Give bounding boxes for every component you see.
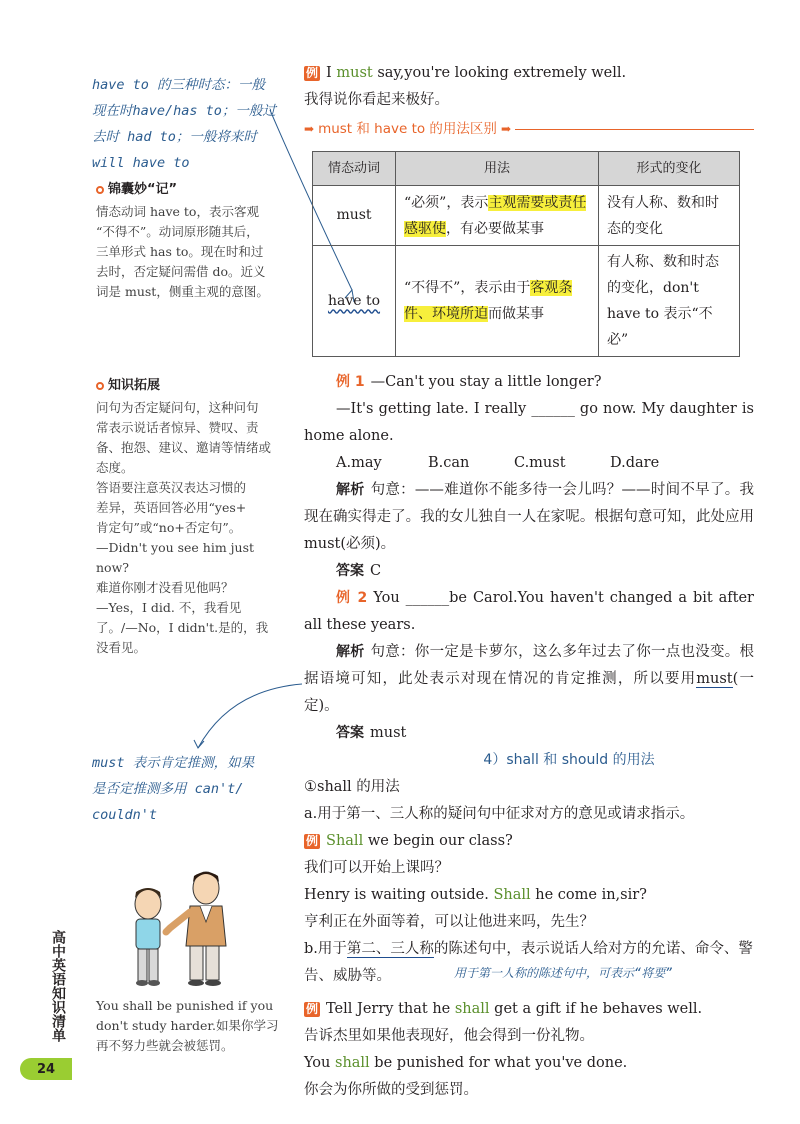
header-rule [515,129,754,130]
shall-a-example-2-zh: 亨利正在外面等着，可以让他进来吗，先生？ [304,914,594,930]
shall-b-example-1-zh: 告诉杰里如果他表现好，他会得到一份礼物。 [304,1028,594,1044]
example-1-analysis: 解析 句意：——难道你不能多待一会儿吗？——时间不早了。我现在确实得走了。我的女儿独自一人在家呢。根据句意可知，此处应用 must(必须)。 [304,482,755,552]
example-2-analysis: 解析 句意：你一定是卡萝尔，这么多年过去了你一点也没变。根据语境可知，此处表示对现在情况的肯定推测，所以要用must(一定)。 [304,644,755,714]
vertical-book-title: 高中英语知识清单 [50,930,66,1042]
comparison-table [312,151,740,357]
knowledge-extension-box: 知识拓展 问句为否定疑问句，这种问句 常表示说话者惊异、赞叹、责 备、抱怨、建议、邀请等情绪或 态度。 答语要注意英汉表达习惯的 差异，英语回答必用“yes+ 肯定句”或“no+否定句”。 —Didn't you see him just now? 难道你刚才没看见他吗？ —Yes，I did. 不，我看见 了。/—No，I didn't.是的，我 没看见。 [96,378,272,655]
shall-b-example-1: 例 Tell Jerry that he shall get a gift if he behaves well. [306,1001,703,1017]
example-2-question: 例 2 You ______be Carol.You haven't changed a bit after all these years. [304,590,754,633]
section-title: 4）shall 和 should 的用法 [483,752,655,768]
example-1-answer: 答案 C [336,563,382,579]
table-header-row: 情态动词 用法 形式的变化 [313,152,740,186]
shall-b-example-2: You shall be punished for what you've done. [304,1055,628,1071]
example-top-en: 例 I must say,you're looking extremely well. [306,65,627,81]
knowledge-extension-title: 知识拓展 [108,378,161,393]
memory-tip-line: 去时，否定疑问需借 do。近义 [96,264,266,279]
example-2-answer: 答案 must [336,725,407,741]
arrow-icon: ➡ [500,122,511,136]
shall-b-note-row [304,966,754,996]
main-column [304,60,754,1104]
memory-tip-line: 情态动词 have to，表示客观 [96,204,259,219]
example-top-zh: 我得说你看起来极好。 [304,92,449,108]
memory-tip-line: 词是 must，侧重主观的意图。 [96,284,269,299]
table-row: have to “不得不”，表示由于客观条件、环境所迫而做某事 有人称、数和时态的变化，don't have to 表示“不必” [313,246,740,357]
example-tag: 例 [306,1002,319,1016]
handwritten-note-must: must 表示肯定推测，如果 是否定推测多用 can't/ couldn't [92,755,255,823]
shall-b-example-2-zh: 你会为你所做的受到惩罚。 [304,1082,478,1098]
compare-section-header: ➡ must 和 have to 的用法区别 ➡ [304,116,754,143]
shall-a-example-1: 例 Shall we begin our class? [306,833,513,849]
handwritten-note-first-person: 用于第一人称的陈述句中，可表示“将要” [454,966,673,980]
arrow-icon: ➡ [304,122,315,136]
memory-tip-line: “不得不”。动词原形随其后， [96,224,259,239]
shall-a-example-1-zh: 我们可以开始上课吗？ [304,860,449,876]
example-tag: 例 [306,66,319,80]
illustration-caption: You shall be punished if you don't study harder.如果你学习 再不努力些就会被惩罚。 [96,998,279,1053]
memory-tip-line: 三单形式 has to。现在时和过 [96,244,264,259]
memory-tip-title: 锦囊妙“记” [108,182,178,197]
shall-rule-a: a.用于第一、三人称的疑问句中征求对方的意见或请求指示。 [304,806,695,822]
example-1-options: A.may B.can C.must D.dare [336,455,660,471]
example-1-question: 例 1 —Can't you stay a little longer? [336,374,602,390]
example-tag: 例 [306,834,319,848]
shall-a-example-2: Henry is waiting outside. Shall he come in,sir? [304,887,647,903]
handwritten-note-tenses: have to 的三种时态：一般 现在时have/has to；一般过 去时 had to；一般将来时 will have to [92,77,276,171]
page-number: 24 [20,1058,72,1080]
table-row: must “必须”，表示主观需要或责任感驱使，有必要做某事 没有人称、数和时态的变化 [313,186,740,246]
shall-rule-b: b.用于第二、三人称的陈述句中，表示说话人给对方的允诺、命令、警告、威胁等。 [304,941,753,984]
example-1-reply: —It's getting late. I really ______ go now. My daughter is home alone. [304,401,754,444]
shall-heading: ①shall 的用法 [304,779,400,795]
